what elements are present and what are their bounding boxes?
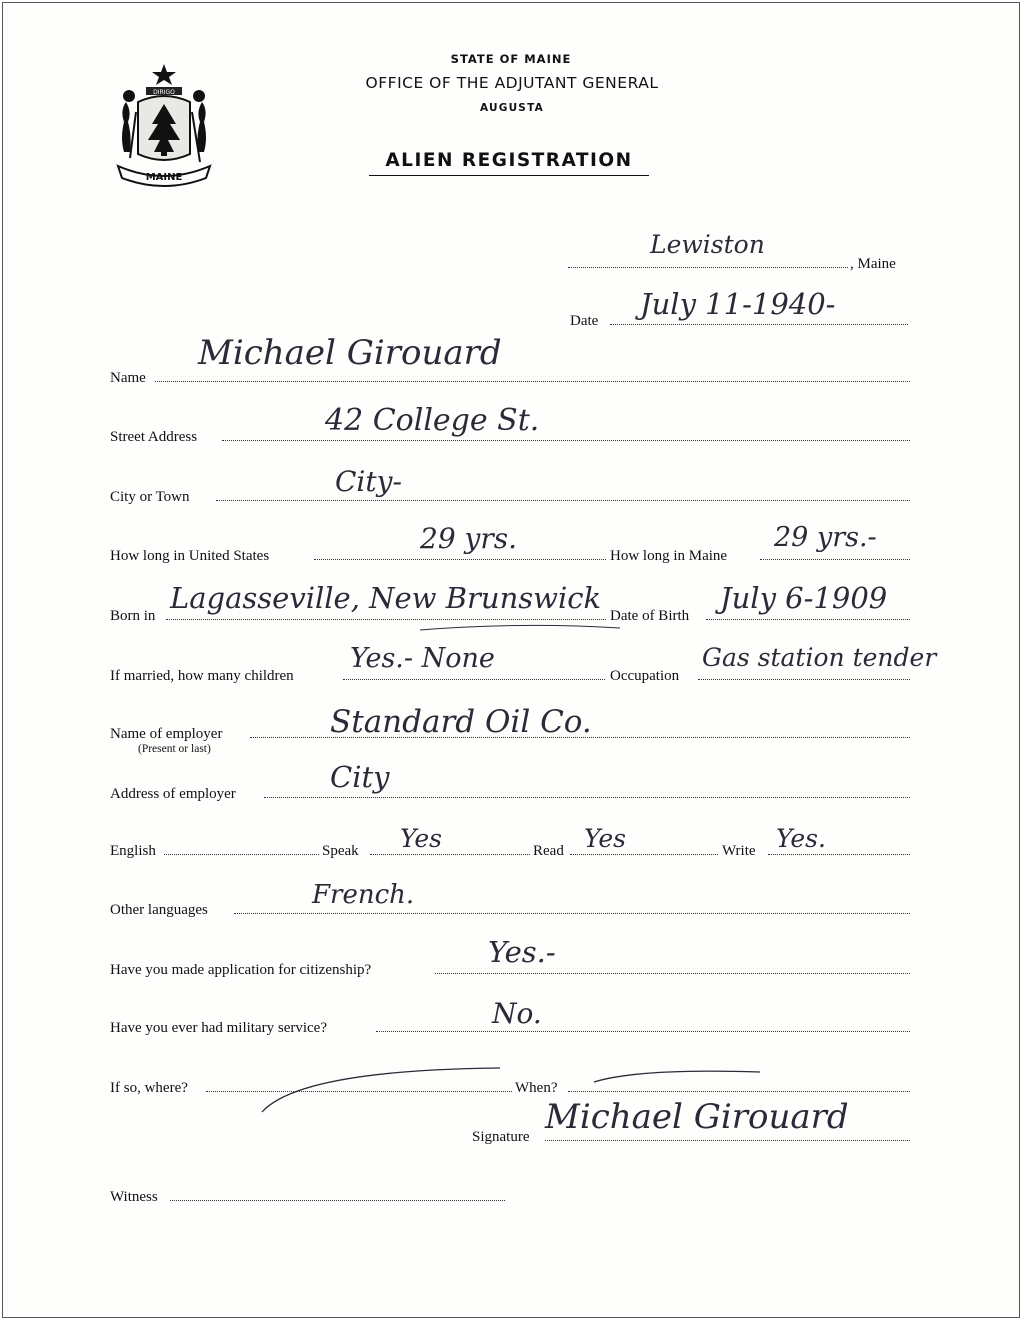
years-maine-label: How long in Maine: [610, 548, 728, 564]
children-line: [343, 679, 605, 680]
city-value: City-: [335, 465, 402, 498]
employer-address-value: City: [330, 760, 390, 794]
occupation-label: Occupation: [610, 668, 680, 684]
employer-label: Name of employer: [110, 726, 223, 742]
town-value: Lewiston: [650, 230, 765, 259]
children-value: Yes.- None: [350, 643, 495, 674]
military-line: [376, 1031, 910, 1032]
years-us-line: [314, 559, 606, 560]
occupation-value: Gas station tender: [702, 643, 937, 672]
read-line: [570, 854, 718, 855]
employer-sub-label: (Present or last): [138, 743, 211, 755]
read-value: Yes: [584, 824, 626, 853]
children-label: If married, how many children: [110, 668, 294, 684]
signature-label: Signature: [472, 1129, 530, 1145]
signature-value: Michael Girouard: [545, 1097, 849, 1137]
seal-motto: DIRIGO: [153, 89, 175, 96]
years-maine-line: [760, 559, 910, 560]
employer-value: Standard Oil Co.: [330, 704, 592, 740]
city-label: City or Town: [110, 489, 190, 505]
where-label: If so, where?: [110, 1080, 188, 1096]
street-label: Street Address: [110, 429, 198, 445]
speak-line: [370, 854, 530, 855]
form-title: ALIEN REGISTRATION: [385, 150, 633, 171]
witness-line: [170, 1200, 505, 1201]
speak-label: Speak: [322, 843, 359, 859]
signature-line: [545, 1140, 910, 1141]
dob-label: Date of Birth: [610, 608, 690, 624]
when-label: When?: [515, 1080, 558, 1096]
years-us-label: How long in United States: [110, 548, 270, 564]
name-line: [155, 381, 910, 382]
born-label: Born in: [110, 608, 156, 624]
date-line: [610, 324, 908, 325]
city-line: [216, 500, 910, 501]
years-maine-value: 29 yrs.-: [774, 522, 877, 553]
date-label: Date: [570, 313, 599, 329]
town-line: [568, 267, 848, 268]
date-value: July 11-1940-: [640, 287, 836, 321]
where-line: [206, 1091, 512, 1092]
seal-banner-text: MAINE: [145, 172, 183, 183]
other-languages-value: French.: [312, 880, 415, 910]
title-underline: [369, 175, 649, 176]
speak-value: Yes: [400, 824, 442, 853]
born-value: Lagasseville, New Brunswick: [170, 581, 602, 615]
town-suffix-label: , Maine: [850, 256, 896, 272]
citizenship-line: [435, 973, 910, 974]
header-city: AUGUSTA: [480, 102, 544, 114]
write-label: Write: [722, 843, 756, 859]
read-label: Read: [533, 843, 564, 859]
write-value: Yes.: [776, 824, 826, 853]
citizenship-label: Have you made application for citizenship?: [110, 962, 372, 978]
military-value: No.: [492, 997, 542, 1030]
born-line: [166, 619, 606, 620]
dob-value: July 6-1909: [720, 581, 888, 615]
street-line: [222, 440, 910, 441]
other-languages-label: Other languages: [110, 902, 208, 918]
street-value: 42 College St.: [325, 403, 540, 438]
english-line: [164, 854, 319, 855]
write-line: [768, 854, 910, 855]
name-value: Michael Girouard: [198, 333, 502, 373]
dob-line: [706, 619, 910, 620]
english-label: English: [110, 843, 156, 859]
years-us-value: 29 yrs.: [420, 522, 518, 555]
other-languages-line: [234, 913, 910, 914]
occupation-line: [698, 679, 910, 680]
citizenship-value: Yes.-: [488, 935, 556, 969]
employer-address-label: Address of employer: [110, 786, 236, 802]
header-state: STATE OF MAINE: [450, 52, 572, 66]
employer-address-line: [264, 797, 910, 798]
military-label: Have you ever had military service?: [110, 1020, 327, 1036]
header-office: OFFICE OF THE ADJUTANT GENERAL: [365, 74, 659, 92]
name-label: Name: [110, 370, 146, 386]
when-line: [568, 1091, 910, 1092]
witness-label: Witness: [110, 1189, 158, 1205]
